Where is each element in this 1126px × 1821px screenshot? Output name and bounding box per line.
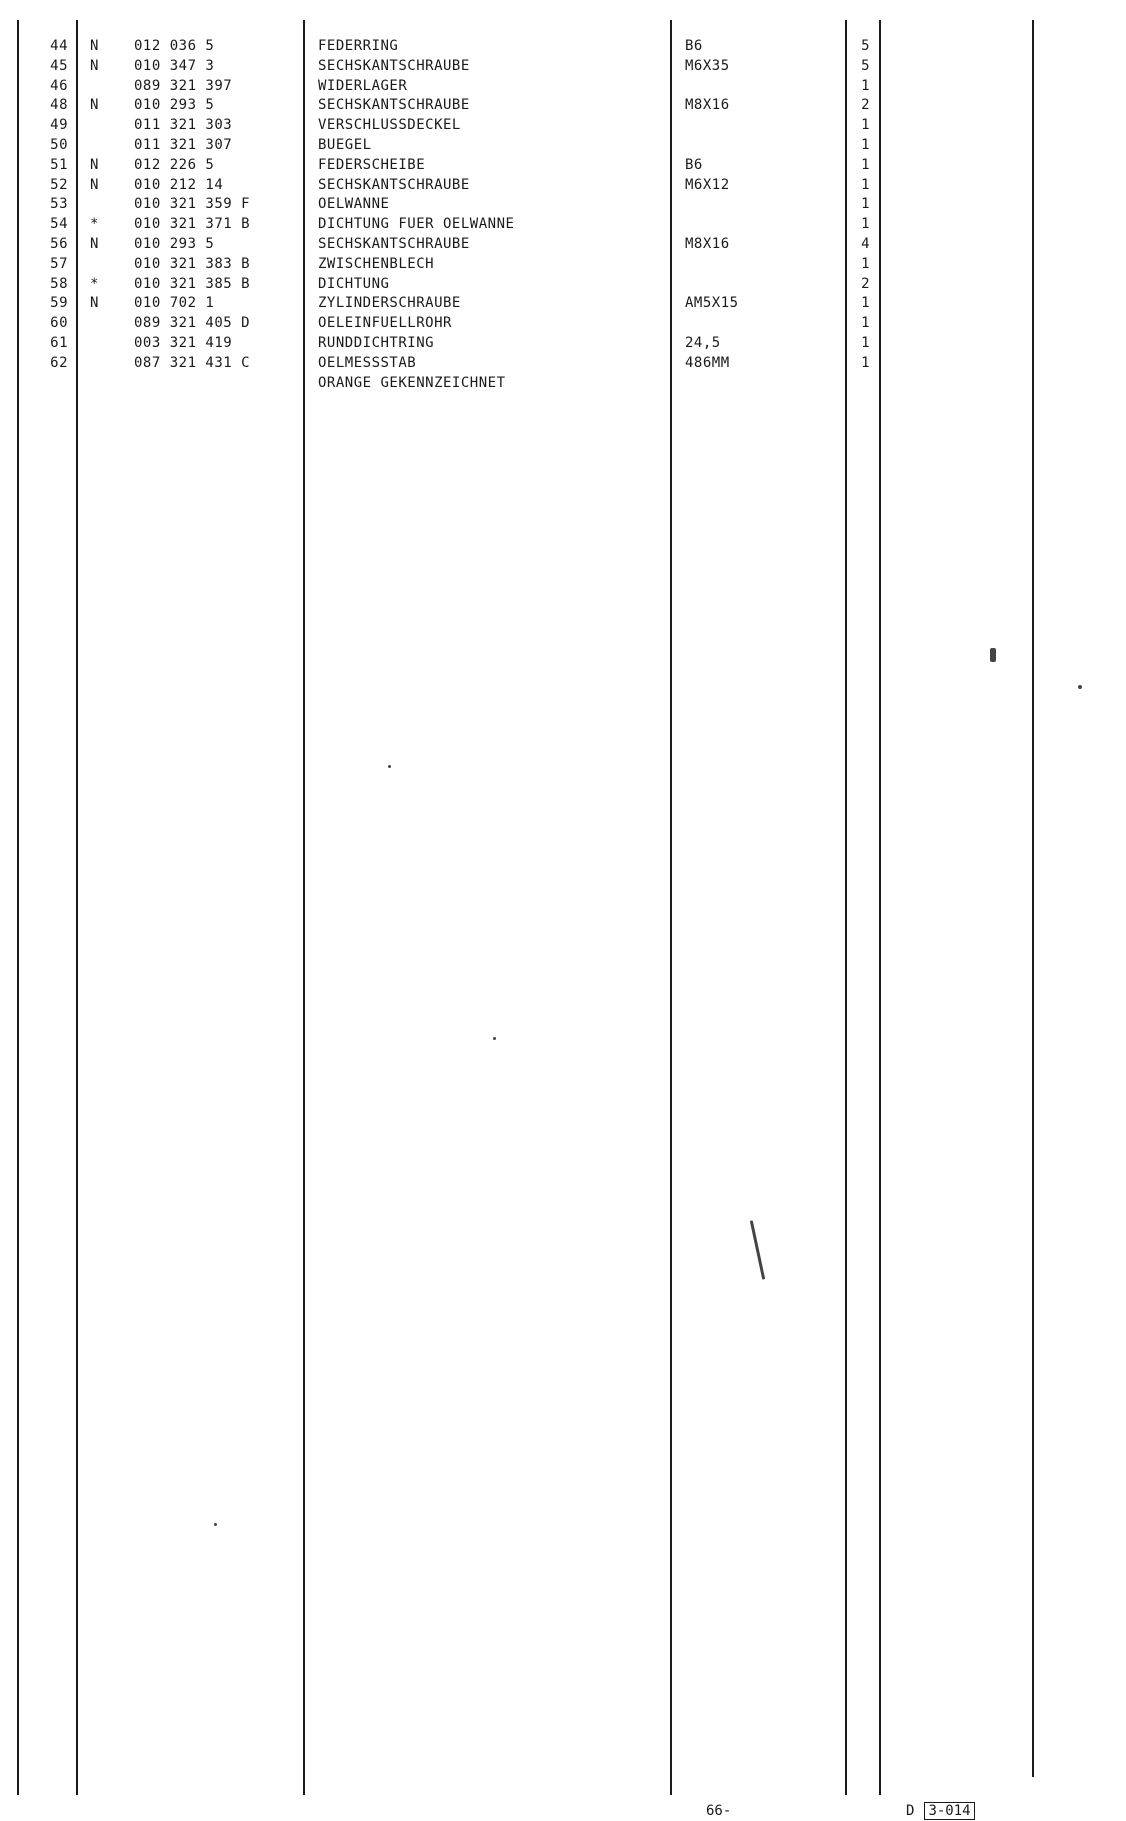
- part-name-cell: WIDERLAGER: [318, 77, 408, 94]
- part-number-cell: 010 702 1: [134, 295, 215, 312]
- quantity-cell: 1: [861, 315, 870, 332]
- part-name-cell: ZYLINDERSCHRAUBE: [318, 295, 461, 312]
- scan-speck: [493, 1037, 496, 1040]
- spec-cell: M6X12: [685, 176, 730, 193]
- part-number-cell: 011 321 303: [134, 117, 233, 134]
- table-row: [0, 56, 1126, 76]
- table-row: [0, 353, 1126, 373]
- table-row: [0, 175, 1126, 195]
- position-cell: 49: [50, 117, 68, 134]
- position-cell: 51: [50, 156, 68, 173]
- reference-box: 3-014: [924, 1802, 974, 1820]
- position-cell: 52: [50, 176, 68, 193]
- scan-speck: [990, 648, 996, 662]
- position-cell: 59: [50, 295, 68, 312]
- position-cell: 53: [50, 196, 68, 213]
- part-name-cell: RUNDDICHTRING: [318, 335, 435, 351]
- quantity-cell: 1: [861, 117, 870, 134]
- position-cell: 46: [50, 77, 68, 94]
- part-name-cell: OELEINFUELLROHR: [318, 315, 452, 332]
- position-cell: 56: [50, 236, 68, 252]
- quantity-cell: 2: [861, 275, 870, 292]
- part-number-cell: 003 321 419: [134, 335, 233, 351]
- scan-speck: [214, 1523, 217, 1526]
- position-cell: 57: [50, 255, 68, 272]
- position-cell: 61: [50, 335, 68, 351]
- part-number-cell: 012 226 5: [134, 156, 215, 173]
- mark-cell: N: [90, 295, 99, 312]
- part-name-cell: FEDERRING: [318, 38, 399, 54]
- spec-cell: M6X35: [685, 57, 730, 74]
- part-name-cell: SECHSKANTSCHRAUBE: [318, 57, 470, 74]
- table-row: [0, 274, 1126, 294]
- mark-cell: N: [90, 176, 99, 193]
- spec-cell: B6: [685, 156, 703, 173]
- part-number-cell: 010 321 385 B: [134, 275, 251, 292]
- quantity-cell: 1: [861, 335, 870, 351]
- part-name-cell: OELMESSSTAB: [318, 354, 417, 371]
- spec-cell: M8X16: [685, 236, 730, 252]
- position-cell: 44: [50, 38, 68, 54]
- quantity-cell: 1: [861, 77, 870, 94]
- mark-cell: *: [90, 275, 99, 292]
- part-number-cell: 089 321 397: [134, 77, 233, 94]
- part-number-cell: 010 293 5: [134, 236, 215, 252]
- part-name-cell: BUEGEL: [318, 137, 372, 153]
- position-cell: 54: [50, 216, 68, 233]
- mark-cell: N: [90, 97, 99, 114]
- table-row: [0, 254, 1126, 274]
- part-name-cell: DICHTUNG: [318, 275, 390, 292]
- position-cell: 58: [50, 275, 68, 292]
- part-number-cell: 010 321 383 B: [134, 255, 251, 272]
- quantity-cell: 1: [861, 137, 870, 153]
- position-cell: 50: [50, 137, 68, 153]
- scan-speck: [1078, 685, 1082, 689]
- part-number-cell: 010 212 14: [134, 176, 224, 193]
- table-row: [0, 234, 1126, 254]
- part-number-cell: 087 321 431 C: [134, 354, 251, 371]
- part-name-cell: SECHSKANTSCHRAUBE: [318, 236, 470, 252]
- spec-cell: M8X16: [685, 97, 730, 114]
- quantity-cell: 1: [861, 156, 870, 173]
- mark-cell: N: [90, 156, 99, 173]
- part-name-cell: SECHSKANTSCHRAUBE: [318, 176, 470, 193]
- scan-speck: [750, 1220, 765, 1279]
- page-reference: [906, 1801, 975, 1821]
- table-row: [0, 95, 1126, 115]
- spec-cell: AM5X15: [685, 295, 739, 312]
- table-row: [0, 155, 1126, 175]
- quantity-cell: 1: [861, 354, 870, 371]
- table-row: [0, 135, 1126, 155]
- part-name-cell: ZWISCHENBLECH: [318, 255, 435, 272]
- part-name-cell: OELWANNE: [318, 196, 390, 213]
- mark-cell: N: [90, 236, 99, 252]
- mark-cell: N: [90, 57, 99, 74]
- table-row: [0, 214, 1126, 234]
- position-cell: 62: [50, 354, 68, 371]
- table-row: [0, 293, 1126, 313]
- position-cell: 45: [50, 57, 68, 74]
- part-name-cell: SECHSKANTSCHRAUBE: [318, 97, 470, 114]
- quantity-cell: 1: [861, 196, 870, 213]
- quantity-cell: 1: [861, 295, 870, 312]
- quantity-cell: 1: [861, 255, 870, 272]
- mark-cell: *: [90, 216, 99, 233]
- part-number-cell: 011 321 307: [134, 137, 233, 153]
- table-row: [0, 373, 1126, 393]
- part-number-cell: 010 321 371 B: [134, 216, 251, 233]
- position-cell: 48: [50, 97, 68, 114]
- part-number-cell: 010 347 3: [134, 57, 215, 74]
- mark-cell: N: [90, 38, 99, 54]
- quantity-cell: 5: [861, 38, 870, 54]
- table-row: [0, 313, 1126, 333]
- part-number-cell: 089 321 405 D: [134, 315, 251, 332]
- page-number: 66-: [706, 1803, 732, 1819]
- quantity-cell: 2: [861, 97, 870, 114]
- table-row: [0, 76, 1126, 96]
- spec-cell: B6: [685, 38, 703, 54]
- quantity-cell: 4: [861, 236, 870, 252]
- spec-cell: 24,5: [685, 335, 721, 351]
- part-name-cell: ORANGE GEKENNZEICHNET: [318, 374, 506, 391]
- quantity-cell: 5: [861, 57, 870, 74]
- quantity-cell: 1: [861, 176, 870, 193]
- part-number-cell: 010 293 5: [134, 97, 215, 114]
- table-row: [0, 115, 1126, 135]
- reference-prefix: D: [906, 1803, 915, 1819]
- part-number-cell: 012 036 5: [134, 38, 215, 54]
- quantity-cell: 1: [861, 216, 870, 233]
- table-row: [0, 333, 1126, 353]
- spec-cell: 486MM: [685, 354, 730, 371]
- scan-speck: [388, 765, 391, 768]
- part-number-cell: 010 321 359 F: [134, 196, 251, 213]
- part-name-cell: VERSCHLUSSDECKEL: [318, 117, 461, 134]
- part-name-cell: DICHTUNG FUER OELWANNE: [318, 216, 515, 233]
- table-row: [0, 36, 1126, 56]
- part-name-cell: FEDERSCHEIBE: [318, 156, 426, 173]
- position-cell: 60: [50, 315, 68, 332]
- table-row: [0, 194, 1126, 214]
